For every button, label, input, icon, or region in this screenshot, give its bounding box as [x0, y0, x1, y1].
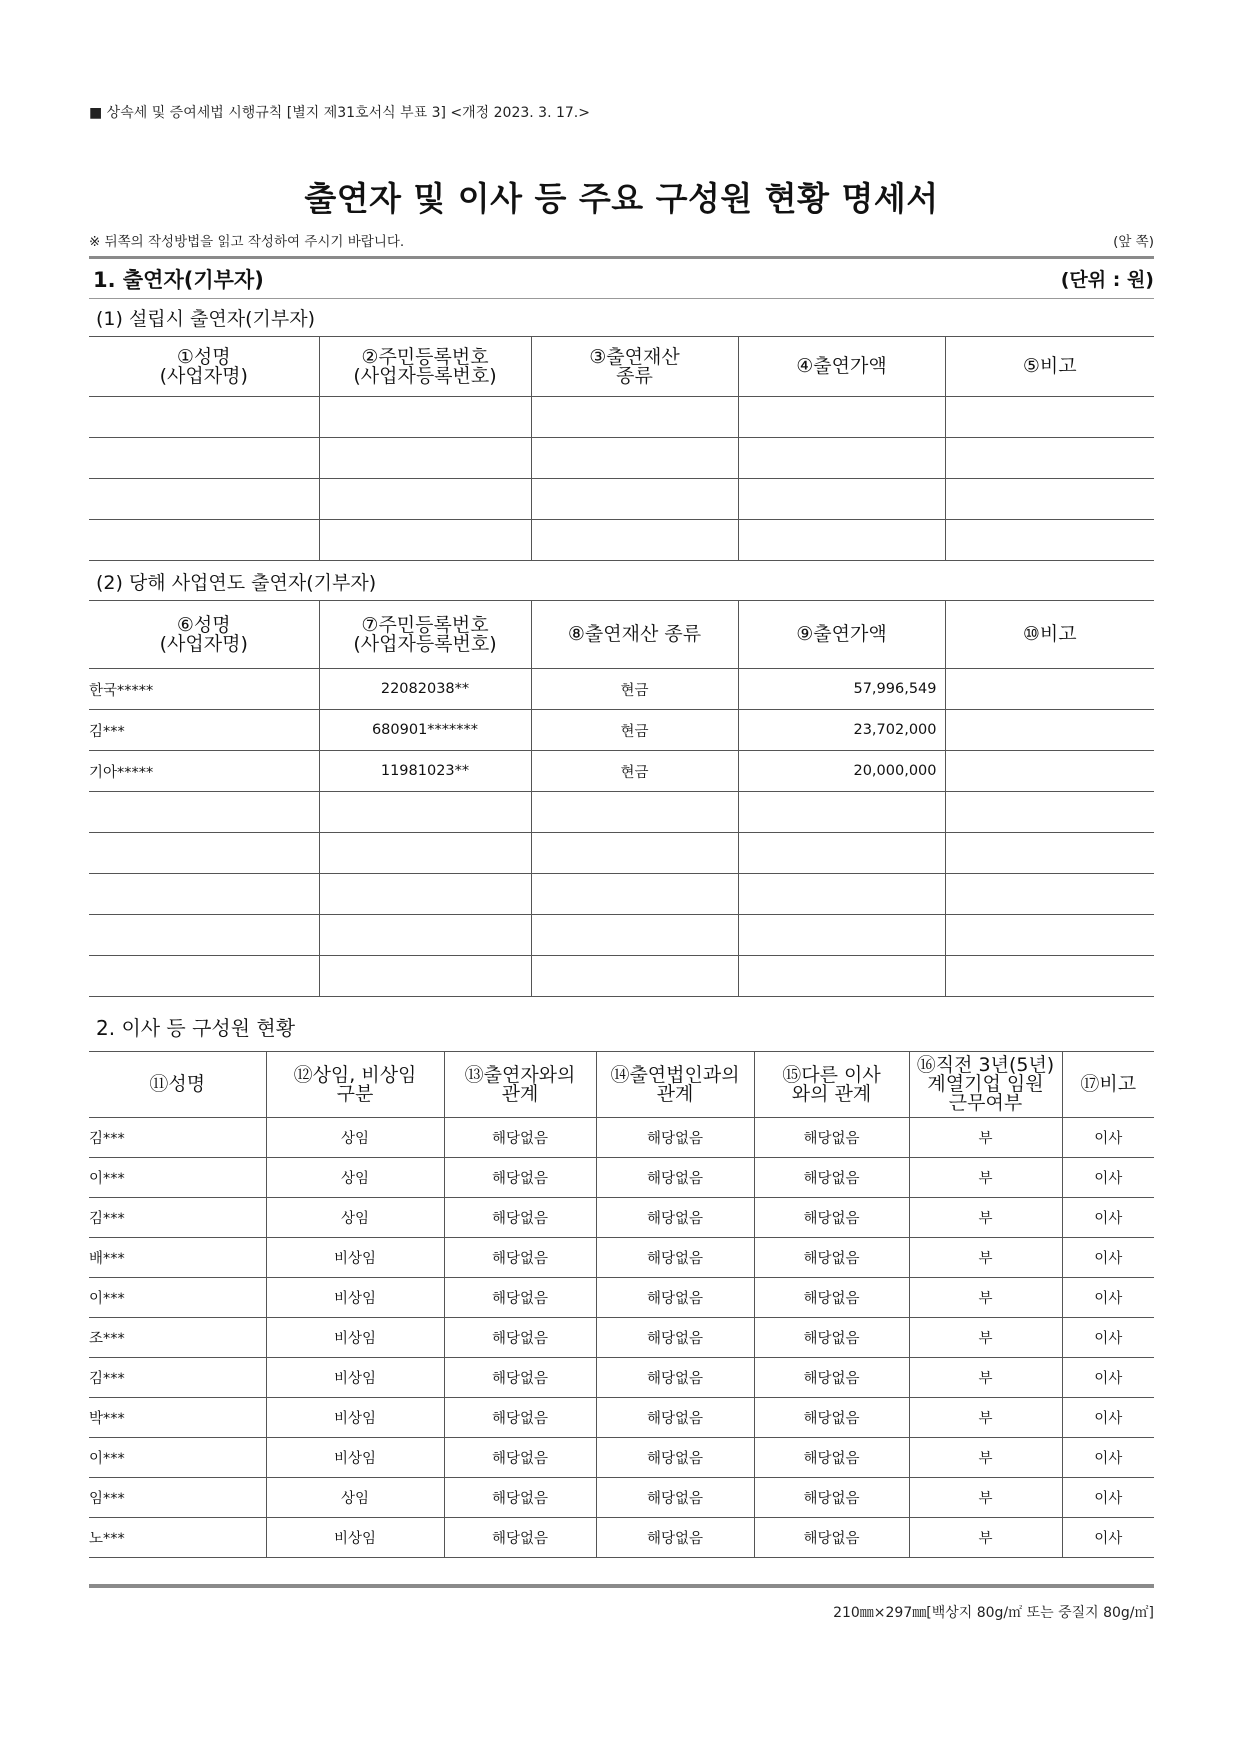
- donor-relation: 해당없음: [444, 1158, 596, 1198]
- remarks: [945, 669, 1154, 710]
- page-side-label: (앞 쪽): [1113, 234, 1154, 250]
- table-row: [89, 669, 1154, 710]
- fulltime-status: 비상임: [266, 1318, 444, 1358]
- fulltime-status: 비상임: [266, 1398, 444, 1438]
- corp-relation: 해당없음: [596, 1398, 754, 1438]
- header-affiliate-employment: ⑯직전 3년(5년) 계열기업 임원 근무여부: [909, 1052, 1062, 1118]
- table-row: [89, 438, 1154, 479]
- affiliate-employment: 부: [909, 1318, 1062, 1358]
- asset-type: 현금: [531, 751, 738, 792]
- donor-name: 김***: [89, 710, 319, 751]
- member-remarks: 이사: [1062, 1438, 1154, 1478]
- member-name: 이***: [89, 1438, 266, 1478]
- table-row: [89, 1238, 1154, 1278]
- table-row: [89, 1518, 1154, 1558]
- table-row: [89, 1318, 1154, 1358]
- corp-relation: 해당없음: [596, 1358, 754, 1398]
- header-id-number: ②주민등록번호 (사업자등록번호): [319, 337, 531, 397]
- donor-name: 한국*****: [89, 669, 319, 710]
- member-name: 배***: [89, 1238, 266, 1278]
- member-name: 이***: [89, 1278, 266, 1318]
- header-name: ⑪성명: [89, 1052, 266, 1118]
- member-remarks: 이사: [1062, 1198, 1154, 1238]
- director-relation: 해당없음: [754, 1198, 909, 1238]
- table-row: [89, 1438, 1154, 1478]
- director-relation: 해당없음: [754, 1358, 909, 1398]
- sub1-title: (1) 설립시 출연자(기부자): [96, 308, 316, 330]
- director-relation: 해당없음: [754, 1158, 909, 1198]
- table-row: [89, 710, 1154, 751]
- corp-relation: 해당없음: [596, 1478, 754, 1518]
- member-remarks: 이사: [1062, 1238, 1154, 1278]
- fulltime-status: 비상임: [266, 1518, 444, 1558]
- member-remarks: 이사: [1062, 1278, 1154, 1318]
- director-relation: 해당없음: [754, 1398, 909, 1438]
- donation-amount: 23,702,000: [738, 710, 945, 751]
- bottom-divider: [89, 1584, 1154, 1588]
- table-header-row: [89, 337, 1154, 397]
- member-name: 조***: [89, 1318, 266, 1358]
- director-relation: 해당없음: [754, 1278, 909, 1318]
- form-reference: ■ 상속세 및 증여세법 시행규칙 [별지 제31호서식 부표 3] <개정 2023. 3. 17.>: [89, 105, 590, 121]
- remarks: [945, 751, 1154, 792]
- member-remarks: 이사: [1062, 1158, 1154, 1198]
- corp-relation: 해당없음: [596, 1318, 754, 1358]
- sub2-title: (2) 당해 사업연도 출연자(기부자): [96, 572, 377, 594]
- affiliate-employment: 부: [909, 1158, 1062, 1198]
- member-name: 김***: [89, 1118, 266, 1158]
- corp-relation: 해당없음: [596, 1438, 754, 1478]
- header-name: ①성명 (사업자명): [89, 337, 319, 397]
- header-remarks: ⑤비고: [945, 337, 1154, 397]
- member-remarks: 이사: [1062, 1318, 1154, 1358]
- remarks: [945, 710, 1154, 751]
- header-remarks: ⑩비고: [945, 601, 1154, 669]
- divider: [89, 298, 1154, 299]
- member-name: 노***: [89, 1518, 266, 1558]
- donor-relation: 해당없음: [444, 1518, 596, 1558]
- member-name: 이***: [89, 1158, 266, 1198]
- donor-relation: 해당없음: [444, 1478, 596, 1518]
- corp-relation: 해당없음: [596, 1118, 754, 1158]
- header-fulltime: ⑫상임, 비상임 구분: [266, 1052, 444, 1118]
- current-year-donors-table: [89, 600, 1154, 997]
- table-row: [89, 479, 1154, 520]
- header-donor-relation: ⑬출연자와의 관계: [444, 1052, 596, 1118]
- director-relation: 해당없음: [754, 1478, 909, 1518]
- table-row: [89, 1478, 1154, 1518]
- donation-amount: 20,000,000: [738, 751, 945, 792]
- donor-relation: 해당없음: [444, 1438, 596, 1478]
- donor-relation: 해당없음: [444, 1318, 596, 1358]
- table-row: [89, 915, 1154, 956]
- donor-id: 11981023**: [319, 751, 531, 792]
- affiliate-employment: 부: [909, 1478, 1062, 1518]
- table-header-row: [89, 1052, 1154, 1118]
- header-asset-type: ③출연재산 종류: [531, 337, 738, 397]
- corp-relation: 해당없음: [596, 1198, 754, 1238]
- header-remarks: ⑰비고: [1062, 1052, 1154, 1118]
- table-row: [89, 1118, 1154, 1158]
- fulltime-status: 상임: [266, 1478, 444, 1518]
- member-remarks: 이사: [1062, 1398, 1154, 1438]
- fulltime-status: 상임: [266, 1158, 444, 1198]
- table-row: [89, 397, 1154, 438]
- table-row: [89, 874, 1154, 915]
- member-remarks: 이사: [1062, 1518, 1154, 1558]
- affiliate-employment: 부: [909, 1198, 1062, 1238]
- donor-relation: 해당없음: [444, 1238, 596, 1278]
- fulltime-status: 비상임: [266, 1438, 444, 1478]
- member-remarks: 이사: [1062, 1478, 1154, 1518]
- table-row: [89, 956, 1154, 997]
- director-relation: 해당없음: [754, 1118, 909, 1158]
- affiliate-employment: 부: [909, 1398, 1062, 1438]
- asset-type: 현금: [531, 669, 738, 710]
- donor-id: 22082038**: [319, 669, 531, 710]
- header-asset-type: ⑧출연재산 종류: [531, 601, 738, 669]
- table-row: [89, 520, 1154, 561]
- affiliate-employment: 부: [909, 1238, 1062, 1278]
- asset-type: 현금: [531, 710, 738, 751]
- corp-relation: 해당없음: [596, 1518, 754, 1558]
- table-row: [89, 1278, 1154, 1318]
- header-corp-relation: ⑭출연법인과의 관계: [596, 1052, 754, 1118]
- donor-relation: 해당없음: [444, 1358, 596, 1398]
- fulltime-status: 상임: [266, 1118, 444, 1158]
- section2-title: 2. 이사 등 구성원 현황: [96, 1016, 296, 1040]
- member-name: 김***: [89, 1198, 266, 1238]
- donor-id: 680901*******: [319, 710, 531, 751]
- fulltime-status: 비상임: [266, 1278, 444, 1318]
- fulltime-status: 비상임: [266, 1238, 444, 1278]
- table-row: [89, 792, 1154, 833]
- table-row: [89, 1198, 1154, 1238]
- donor-relation: 해당없음: [444, 1278, 596, 1318]
- table-row: [89, 751, 1154, 792]
- fulltime-status: 상임: [266, 1198, 444, 1238]
- donor-relation: 해당없음: [444, 1198, 596, 1238]
- donor-relation: 해당없음: [444, 1118, 596, 1158]
- director-relation: 해당없음: [754, 1238, 909, 1278]
- donor-name: 기아*****: [89, 751, 319, 792]
- header-id-number: ⑦주민등록번호 (사업자등록번호): [319, 601, 531, 669]
- director-relation: 해당없음: [754, 1438, 909, 1478]
- director-relation: 해당없음: [754, 1318, 909, 1358]
- header-director-relation: ⑮다른 이사 와의 관계: [754, 1052, 909, 1118]
- corp-relation: 해당없음: [596, 1238, 754, 1278]
- table-row: [89, 1358, 1154, 1398]
- member-name: 임***: [89, 1478, 266, 1518]
- table-row: [89, 1158, 1154, 1198]
- member-remarks: 이사: [1062, 1118, 1154, 1158]
- founding-donors-table: [89, 336, 1154, 561]
- board-members-table: [89, 1051, 1154, 1558]
- section1-title: 1. 출연자(기부자): [93, 268, 264, 292]
- unit-label: (단위 : 원): [1060, 269, 1154, 291]
- instruction-note: ※ 뒤쪽의 작성방법을 읽고 작성하여 주시기 바랍니다.: [89, 234, 405, 250]
- donation-amount: 57,996,549: [738, 669, 945, 710]
- affiliate-employment: 부: [909, 1438, 1062, 1478]
- corp-relation: 해당없음: [596, 1158, 754, 1198]
- header-name: ⑥성명 (사업자명): [89, 601, 319, 669]
- donor-relation: 해당없음: [444, 1398, 596, 1438]
- member-name: 김***: [89, 1358, 266, 1398]
- director-relation: 해당없음: [754, 1518, 909, 1558]
- affiliate-employment: 부: [909, 1518, 1062, 1558]
- corp-relation: 해당없음: [596, 1278, 754, 1318]
- affiliate-employment: 부: [909, 1118, 1062, 1158]
- affiliate-employment: 부: [909, 1278, 1062, 1318]
- header-amount: ⑨출연가액: [738, 601, 945, 669]
- table-header-row: [89, 601, 1154, 669]
- section-divider: [89, 256, 1154, 259]
- member-remarks: 이사: [1062, 1358, 1154, 1398]
- header-amount: ④출연가액: [738, 337, 945, 397]
- paper-spec: 210㎜×297㎜[백상지 80g/㎡ 또는 중질지 80g/㎡]: [833, 1605, 1154, 1621]
- page-title: 출연자 및 이사 등 주요 구성원 현황 명세서: [304, 179, 939, 218]
- member-name: 박***: [89, 1398, 266, 1438]
- table-row: [89, 1398, 1154, 1438]
- affiliate-employment: 부: [909, 1358, 1062, 1398]
- table-row: [89, 833, 1154, 874]
- fulltime-status: 비상임: [266, 1358, 444, 1398]
